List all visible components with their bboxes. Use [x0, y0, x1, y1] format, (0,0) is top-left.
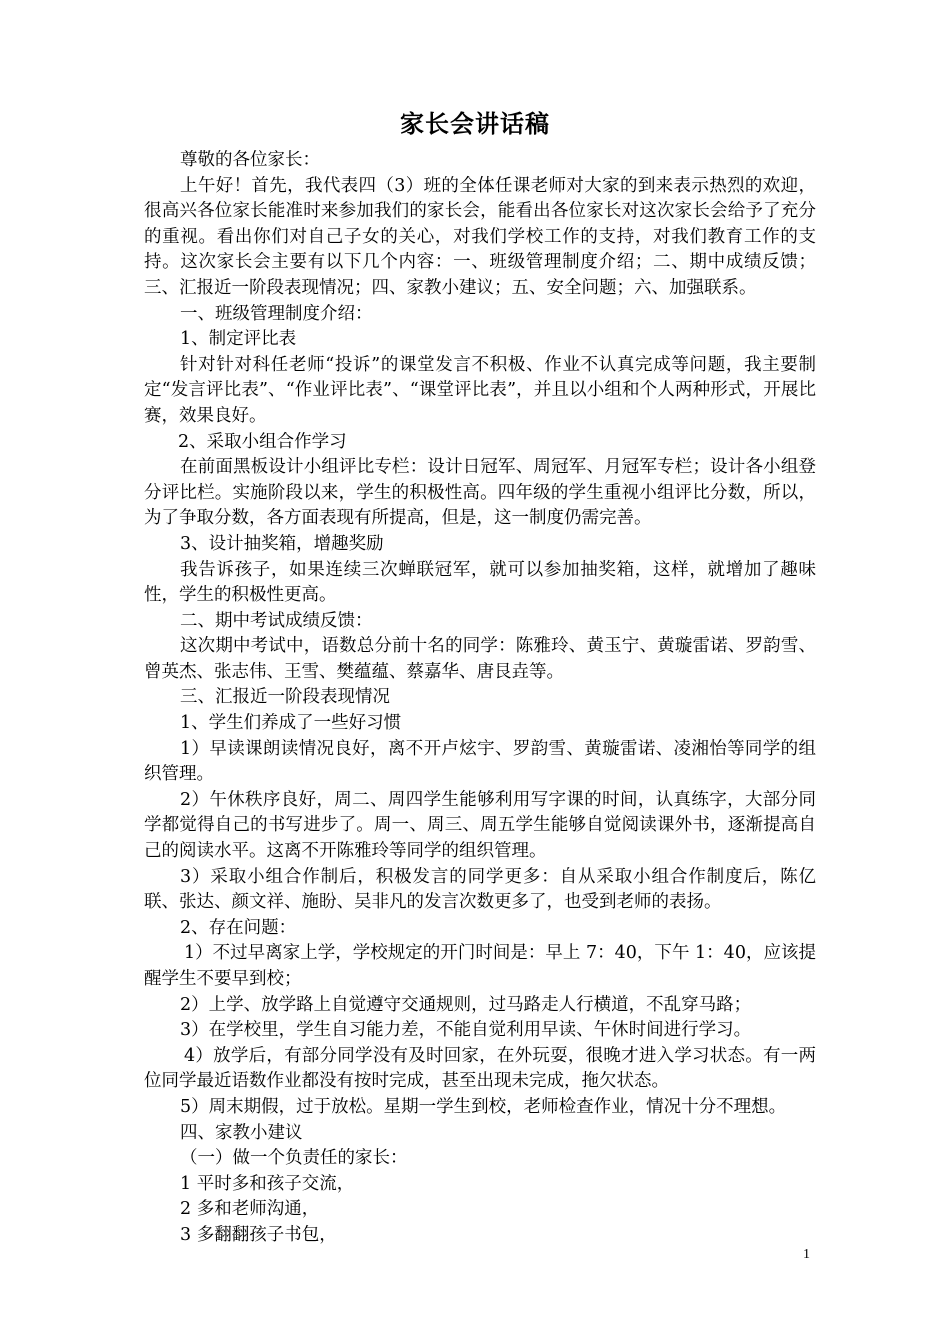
- paragraph-group-learning: 在前面黑板设计小组评比专栏：设计日冠军、周冠军、月冠军专栏；设计各小组登分评比栏。实施阶段以来，学生的积极性高。四年级的学生重视小组评比分数，所以，为了争取分数，各方面表现有所提高，但是，这一制度仍需完善。: [144, 457, 816, 529]
- subheading-evaluation-tables: 1、制定评比表: [180, 329, 297, 350]
- paragraph-problem-1: 1）不过早离家上学，学校规定的开门时间是：早上 7：40，下午 1：40，应该提醒学生不要早到校；: [144, 943, 816, 989]
- paragraph-problem-2: 2）上学、放学路上自觉遵守交通规则，过马路走人行横道，不乱穿马路；: [180, 994, 752, 1015]
- paragraph-habit-2: 2）午休秩序良好，周二、周四学生能够利用写字课的时间，认真练字，大部分同学都觉得自己的书写进步了。周一、周三、周五学生能够自觉阅读课外书，逐渐提高自己的阅读水平。这离不开陈雅玲等同学的组织管理。: [144, 789, 816, 862]
- paragraph-problem-5: 5）周末期假，过于放松。星期一学生到校，老师检查作业，情况十分不理想。: [180, 1096, 787, 1117]
- paragraph-habit-1: 1）早读课朗读情况良好，离不开卢炫宇、罗韵雪、黄璇雷诺、凌湘怡等同学的组织管理。: [144, 738, 816, 785]
- section-heading-class-management: 一、班级管理制度介绍：: [180, 303, 373, 324]
- paragraph-opening: 上午好！首先，我代表四（3）班的全体任课老师对大家的到来表示热烈的欢迎，很高兴各位家长能准时来参加我们的家长会，能看出各位家长对这次家长会给予了充分的重视。看出你们对自己子女的关心，对我们学校工作的支持，对我们教育工作的支持。这次家长会主要有以下几个内容：一、班级管理制度介绍；二、期中成绩反馈；三、汇报近一阶段表现情况；四、家教小建议；五、安全问题；六、加强联系。: [144, 175, 816, 298]
- subheading-responsible-parent: （一）做一个负责任的家长：: [180, 1148, 408, 1169]
- document-body: [144, 148, 816, 1249]
- paragraph-problem-3: 3）在学校里，学生自习能力差，不能自觉利用早读、午休时间进行学习。: [180, 1020, 752, 1041]
- subheading-group-learning: 2、采取小组合作学习: [178, 431, 347, 452]
- list-item-communicate-child: 1 平时多和孩子交流，: [180, 1173, 355, 1194]
- paragraph-lottery-box: 我告诉孩子，如果连续三次蝉联冠军，就可以参加抽奖箱，这样，就增加了趣味性，学生的积极性更高。: [144, 559, 816, 606]
- subheading-lottery-box: 3、设计抽奖箱，增趣奖励: [180, 533, 384, 554]
- paragraph-evaluation-tables: 针对针对科任老师“投诉”的课堂发言不积极、作业不认真完成等问题，我主要制定“发言评比表”、“作业评比表”、“课堂评比表”，并且以小组和个人两种形式，开展比赛，效果良好。: [144, 354, 816, 426]
- subheading-problems: 2、存在问题：: [180, 917, 297, 938]
- section-heading-home-education: 四、家教小建议: [180, 1122, 303, 1143]
- section-heading-exam-feedback: 二、期中考试成绩反馈：: [180, 610, 373, 631]
- salutation: 尊敬的各位家长：: [180, 150, 320, 170]
- paragraph-problem-4: 4）放学后，有部分同学没有及时回家，在外玩耍，很晚才进入学习状态。有一两位同学最近语数作业都没有按时完成，甚至出现未完成，拖欠状态。: [144, 1045, 816, 1092]
- document-title: 家长会讲话稿: [400, 110, 550, 138]
- page-number: 1: [803, 1247, 810, 1262]
- list-item-check-schoolbag: 3 多翻翻孩子书包，: [180, 1224, 337, 1245]
- paragraph-habit-3: 3）采取小组合作制后，积极发言的同学更多：自从采取小组合作制度后，陈亿联、张达、颜文祥、施盼、吴非凡的发言次数更多了，也受到老师的表扬。: [144, 866, 816, 913]
- subheading-good-habits: 1、学生们养成了一些好习惯: [180, 713, 402, 734]
- section-heading-recent-performance: 三、汇报近一阶段表现情况: [180, 687, 390, 708]
- list-item-communicate-teacher: 2 多和老师沟通，: [180, 1199, 320, 1220]
- paragraph-exam-feedback: 这次期中考试中，语数总分前十名的同学：陈雅玲、黄玉宁、黄璇雷诺、罗韵雪、曾英杰、张志伟、王雪、樊蕴蕴、蔡嘉华、唐艮垚等。: [144, 636, 816, 682]
